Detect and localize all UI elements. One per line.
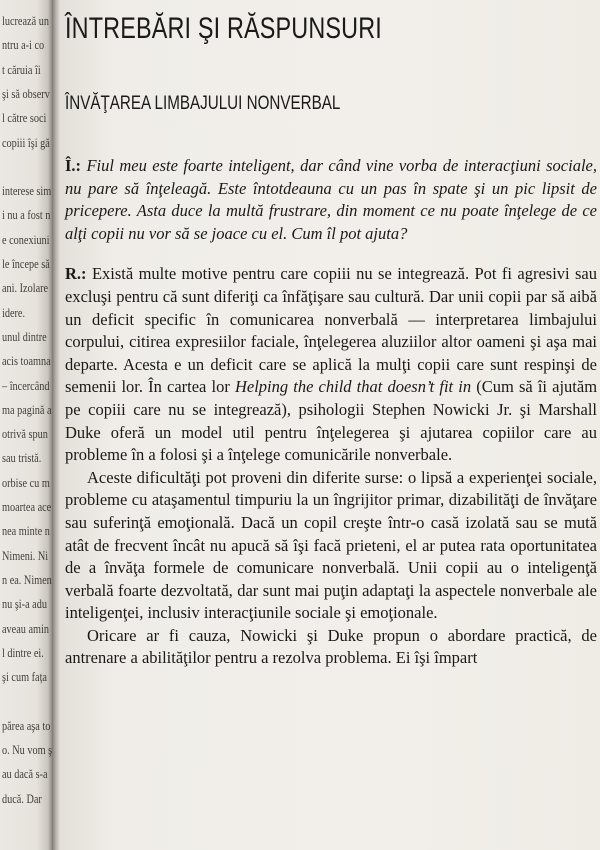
previous-page-line-fragment: nea minte n xyxy=(2,524,50,539)
body-paragraph-1: Aceste dificultăţi pot proveni din diferite surse: o lipsă a experienţei sociale, probleme cu ataşamentul timpuriu la un îngrijitor primar, dizabilităţi de învăţare sau suferinţă emoţională. Dacă un copil creşte într-o casă izolată sau se mută atât de frecvent încât nu apucă să îşi facă prieteni, el ar putea rata oportunitatea de a învăţa formele de comunicare nonverbală. Unii copii au o inteligenţă verbală foarte dezvoltată, dar sunt mai puţin adaptaţi la aspectele nonverbale ale inteligenţei, inclusiv interacţiunile sociale şi emoţionale. xyxy=(65,467,597,623)
previous-page-line-fragment: sau tristă. xyxy=(2,451,42,466)
answer-paragraph xyxy=(65,263,597,466)
previous-page-line-fragment: otrivă spun xyxy=(2,427,48,442)
previous-page-line-fragment: l către soci xyxy=(2,111,47,126)
answer-text-part-1: Există multe motive pentru care copiii nu se integrează. Pot fi agresivi sau excluşi pentru că sunt diferiţi ca înfăţişare sau cultură. Dar unii copii par să aibă un deficit specific în comunicarea nonverbală — interpretarea limbajului corpului, citirea expresiilor faciale, înţelegerea aluziilor altor oameni şi aşa mai departe. Acesta e un deficit care se aplică la mulţi copii care sunt respinşi de semenii lor. În cartea lor xyxy=(65,264,598,397)
previous-page-line-fragment: o. Nu vom ş xyxy=(2,743,52,757)
previous-page-line-fragment: le începe să xyxy=(2,257,50,271)
current-page xyxy=(60,0,600,850)
previous-page-line-fragment: orbise cu m xyxy=(2,475,50,490)
question-text: Fiul meu este foarte inteligent, dar când vine vorba de interacţiuni sociale, nu pare să înţeleagă. Este întotdeauna cu un pas în spate şi un pic lipsit de pricepere. Asta duce la multă frustrare, din moment ce nu poate înţelege de ce alţi copii nu vor să se joace cu el. Cum îl pot ajuta? xyxy=(65,156,597,243)
previous-page-edge xyxy=(0,0,52,850)
previous-page-line-fragment: ntru a-i co xyxy=(2,38,45,53)
previous-page-line-fragment: l dintre ei. xyxy=(2,645,44,660)
previous-page-line-fragment: au dacă s-a xyxy=(2,767,48,782)
book-title: Helping the child that doesn’t fit in xyxy=(234,377,472,397)
answer-text-part-2: (Cum să îi ajutăm pe copiii care nu se integrează), psihologii Stephen Nowicki Jr. şi Marshall Duke oferă un model util pentru înţelegerea şi ajutarea copiilor care au probleme în a folosi şi a înţelege comunicările nonverbale. xyxy=(65,377,598,465)
previous-page-line-fragment: părea aşa to xyxy=(2,718,51,733)
previous-page-line-fragment: nu şi-a adu xyxy=(2,597,47,612)
previous-page-line-fragment: copiii îşi gă xyxy=(2,135,50,150)
previous-page-line-fragment: idere. xyxy=(2,305,26,320)
previous-page-line-fragment: ani. Izolare xyxy=(2,281,49,296)
previous-page-line-fragment: interese sim xyxy=(2,184,52,199)
previous-page-line-fragment: moartea ace xyxy=(2,500,52,514)
previous-page-line-fragment: unul dintre xyxy=(2,329,47,344)
previous-page-line-fragment: t căruia îi xyxy=(2,62,41,77)
previous-page-line-fragment: i nu a fost n xyxy=(2,208,51,223)
previous-page-line-fragment: lucrează un xyxy=(2,14,49,28)
page-title: ÎNTREBĂRI ŞI RĂSPUNSURI xyxy=(65,12,382,45)
previous-page-line-fragment: ma pagină a xyxy=(2,402,52,417)
body-paragraph-2: Oricare ar fi cauza, Nowicki şi Duke propun o abordare practică, de antrenare a abilităţilor pentru a rezolva problema. Ei îşi împart xyxy=(65,625,597,668)
section-title: ÎNVĂŢAREA LIMBAJULUI NONVERBAL xyxy=(65,93,341,114)
page-content xyxy=(65,12,597,670)
book-gutter xyxy=(52,0,60,850)
previous-page-line-fragment: şi să observ xyxy=(2,86,50,101)
previous-page-line-fragment: Nimeni. Ni xyxy=(2,548,49,563)
answer-marker: R.: xyxy=(65,264,87,284)
previous-page-line-fragment: n ea. Nimen xyxy=(2,572,52,587)
question-marker: Î.: xyxy=(65,156,82,175)
question-paragraph xyxy=(65,155,597,245)
previous-page-line-fragment: aveau amin xyxy=(2,621,49,636)
previous-page-line-fragment: e conexiuni xyxy=(2,232,50,247)
previous-page-line-fragment: şi cum fața xyxy=(2,670,47,685)
previous-page-line-fragment: – încercând xyxy=(2,378,50,393)
previous-page-line-fragment: acis toamna xyxy=(2,354,51,369)
previous-page-line-fragment: ducă. Dar xyxy=(2,791,42,806)
